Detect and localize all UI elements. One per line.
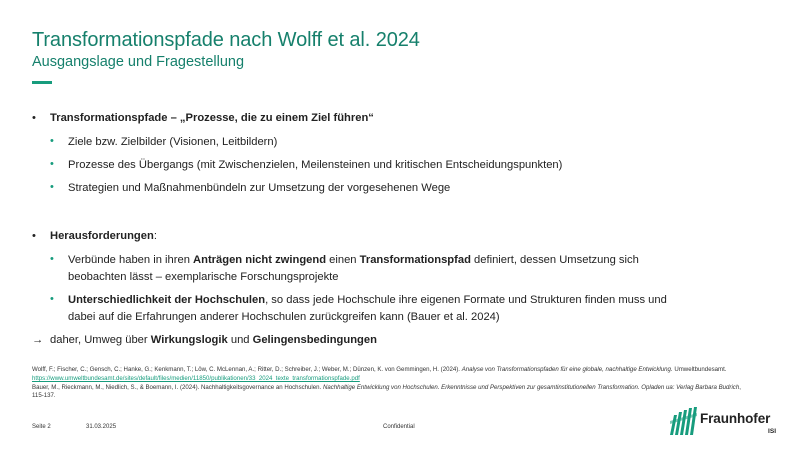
- reference-wolff: [32, 366, 752, 384]
- page-number: Seite 2: [32, 424, 51, 430]
- section2-item1-line2: beobachten lässt – exemplarische Forschungsprojekte: [68, 271, 339, 283]
- bullet-marker: •: [32, 112, 36, 124]
- slide-date: 31.03.2025: [86, 424, 117, 430]
- sub-bullet-marker: •: [50, 181, 54, 193]
- conclusion-bold: Wirkungslogik: [150, 334, 228, 346]
- reference-text: Bauer, M., Rieckmann, M., Niedlich, S., & Boemann, I. (2024). Nachhaltigkeitsgovernance an Hochschulen.: [32, 383, 323, 391]
- section2-heading: Herausforderungen: [50, 230, 154, 242]
- section2-item1-bold: Transformationspfad: [359, 254, 471, 266]
- logo-institute: ISI: [768, 428, 776, 435]
- logo-name: Fraunhofer: [700, 411, 771, 426]
- bullet-marker: •: [32, 230, 36, 242]
- section1-item-strategies: Strategien und Maßnahmenbündeln zur Umsetzung der vorgesehenen Wege: [68, 182, 451, 194]
- conclusion-text: und: [227, 334, 253, 346]
- sub-bullet-marker: •: [50, 293, 54, 305]
- conclusion-text: daher, Umweg über: [50, 334, 151, 346]
- section2-item1-line1: [68, 252, 639, 268]
- section1-item-processes: Prozesse des Übergangs (mit Zwischenzielen, Meilensteinen und kritischen Entscheidungspunkten): [68, 159, 563, 171]
- fraunhofer-logo: [670, 405, 782, 441]
- sub-bullet-marker: •: [50, 158, 54, 170]
- fraunhofer-mark-icon: [670, 407, 698, 435]
- title-accent-bar: [32, 81, 52, 84]
- reference-link[interactable]: https://www.umweltbundesamt.de/sites/default/files/medien/11850/publikationen/33_2024_texte_transformationspfade.pdf: [32, 374, 360, 382]
- reference-title: Nachhaltige Entwicklung von Hochschulen. Erkenntnisse und Perspektiven zur gesamtinstitutionellen Transformation. Opladen ua: Verlag Barbara Budrich: [322, 383, 740, 391]
- section2-item1-text: einen: [326, 254, 360, 266]
- conclusion-bold: Gelingensbedingungen: [252, 334, 377, 346]
- section2-item1-bold: Anträgen nicht zwingend: [193, 254, 327, 266]
- section2-heading-line: [50, 228, 157, 244]
- reference-bauer: [32, 384, 752, 402]
- section2-heading-suffix: :: [153, 230, 157, 242]
- section1-item-goals: Ziele bzw. Zielbilder (Visionen, Leitbildern): [68, 136, 278, 148]
- conclusion-line: [50, 332, 377, 348]
- section2-item2-line2: dabei auf die Erfahrungen anderer Hochschulen zurückgreifen kann (Bauer et al. 2024): [68, 311, 500, 323]
- section2-item1-text: definiert, dessen Umsetzung sich: [470, 254, 639, 266]
- reference-text: Umweltbundesamt.: [672, 366, 727, 373]
- sub-bullet-marker: •: [50, 135, 54, 147]
- reference-text: , 115-137.: [32, 383, 741, 400]
- section2-item2-line1: [68, 292, 667, 308]
- section1-heading: Transformationspfade – „Prozesse, die zu einem Ziel führen“: [50, 112, 374, 124]
- reference-text: Wolff, F.; Fischer, C.; Gensch, C.; Hanke, G.; Kenkmann, T.; Löw, C. McLennan, A.; Ritter, D.; Schreiber, J.; Weber, M.; Dünzen, K. von Gemmingen, H. (2024).: [32, 366, 462, 373]
- conclusion-arrow: →: [32, 334, 44, 346]
- slide-subtitle: Ausgangslage und Fragestellung: [32, 54, 245, 70]
- slide-title: Transformationspfade nach Wolff et al. 2024: [32, 29, 420, 51]
- confidential-label: Confidential: [383, 424, 415, 430]
- section2-item1-text: Verbünde haben in ihren: [68, 254, 194, 266]
- references: [32, 366, 752, 401]
- reference-title: Analyse von Transformationspfaden für eine globale, nachhaltige Entwicklung.: [461, 366, 673, 373]
- section2-item2-bold: Unterschiedlichkeit der Hochschulen: [68, 294, 266, 306]
- section2-item2-text: , so dass jede Hochschule ihre eigenen Formate und Strukturen finden muss und: [265, 294, 667, 306]
- sub-bullet-marker: •: [50, 253, 54, 265]
